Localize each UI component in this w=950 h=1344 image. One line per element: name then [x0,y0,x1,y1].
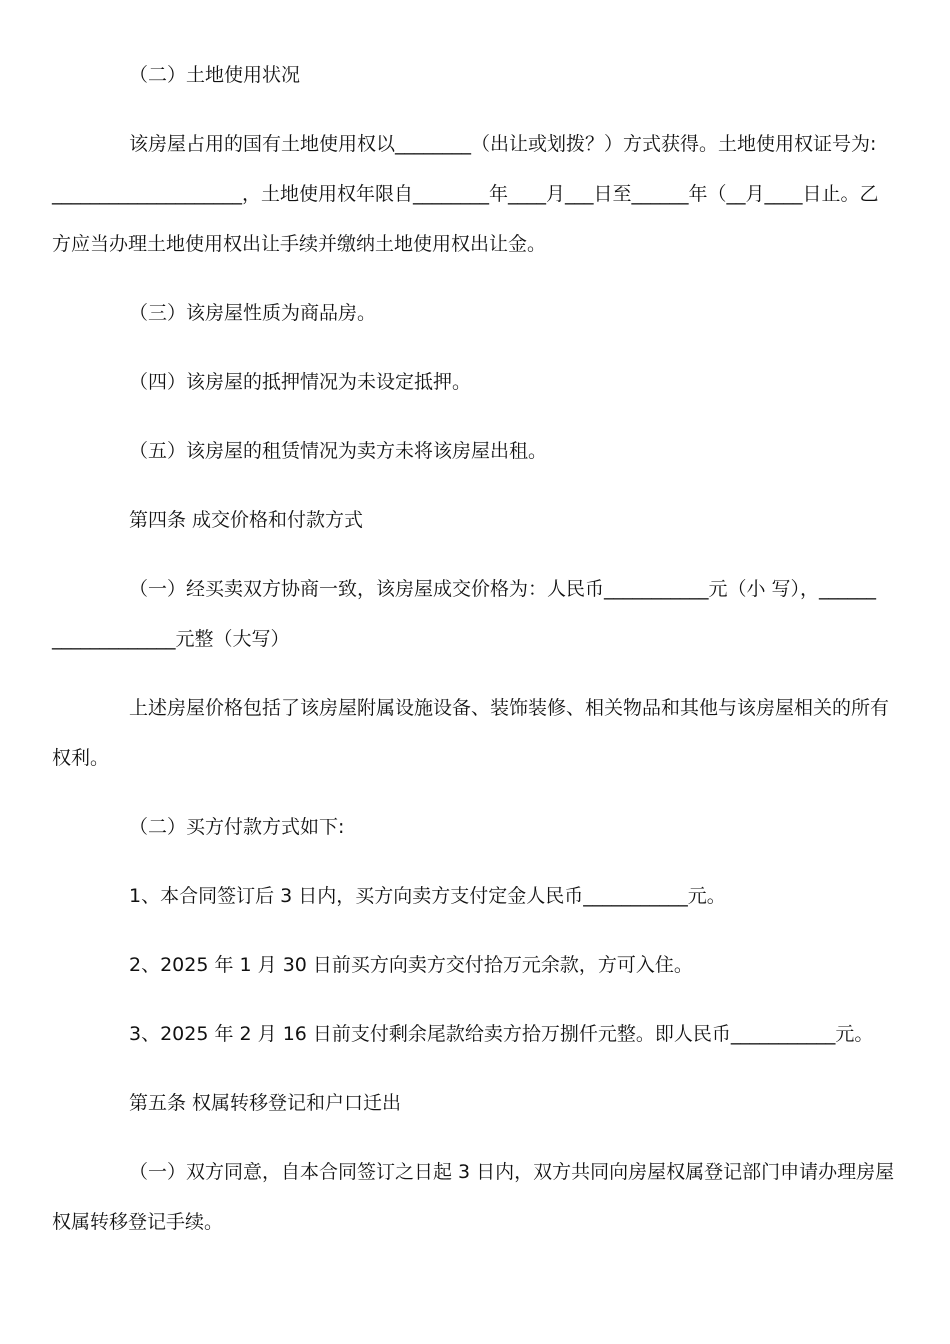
subheading-land-use: （二）土地使用状况 [129,64,301,86]
paragraph-price-scope-1: 上述房屋价格包括了该房屋附属设施设备、装饰装修、相关物品和其他与该房屋相关的所有 [129,697,890,719]
paragraph-price-line-1: （一）经买卖双方协商一致，该房屋成交价格为：人民币___________元（小 写），______ [129,578,877,600]
paragraph-transfer-line-2: 权属转移登记手续。 [52,1211,224,1233]
article-4-heading: 第四条 成交价格和付款方式 [129,509,364,531]
payment-item-1: 1、本合同签订后 3 日内，买方向卖方支付定金人民币___________元。 [129,885,726,907]
paragraph-land-use-line-1: 该房屋占用的国有土地使用权以________（出让或划拨？）方式获得。土地使用权证号为: [129,133,877,155]
payment-item-2: 2、2025 年 1 月 30 日前买方向卖方交付拾万元余款，方可入住。 [129,954,693,976]
paragraph-mortgage: （四）该房屋的抵押情况为未设定抵押。 [129,371,472,393]
subheading-payment-method: （二）买方付款方式如下: [129,816,345,838]
paragraph-property-nature: （三）该房屋性质为商品房。 [129,302,377,324]
paragraph-land-use-line-2: ____________________，土地使用权年限自________年____月___日至______年（__月____日止。乙 [52,183,879,205]
paragraph-price-line-2: _____________元整（大写） [52,628,290,650]
paragraph-lease: （五）该房屋的租赁情况为卖方未将该房屋出租。 [129,440,548,462]
article-5-heading: 第五条 权属转移登记和户口迁出 [129,1092,402,1114]
paragraph-transfer-line-1: （一）双方同意，自本合同签订之日起 3 日内，双方共同向房屋权属登记部门申请办理房屋 [129,1161,895,1183]
paragraph-price-scope-2: 权利。 [52,747,110,769]
payment-item-3: 3、2025 年 2 月 16 日前支付剩余尾款给卖方拾万捌仟元整。即人民币___________元。 [129,1023,874,1045]
paragraph-land-use-line-3: 方应当办理土地使用权出让手续并缴纳土地使用权出让金。 [52,233,547,255]
